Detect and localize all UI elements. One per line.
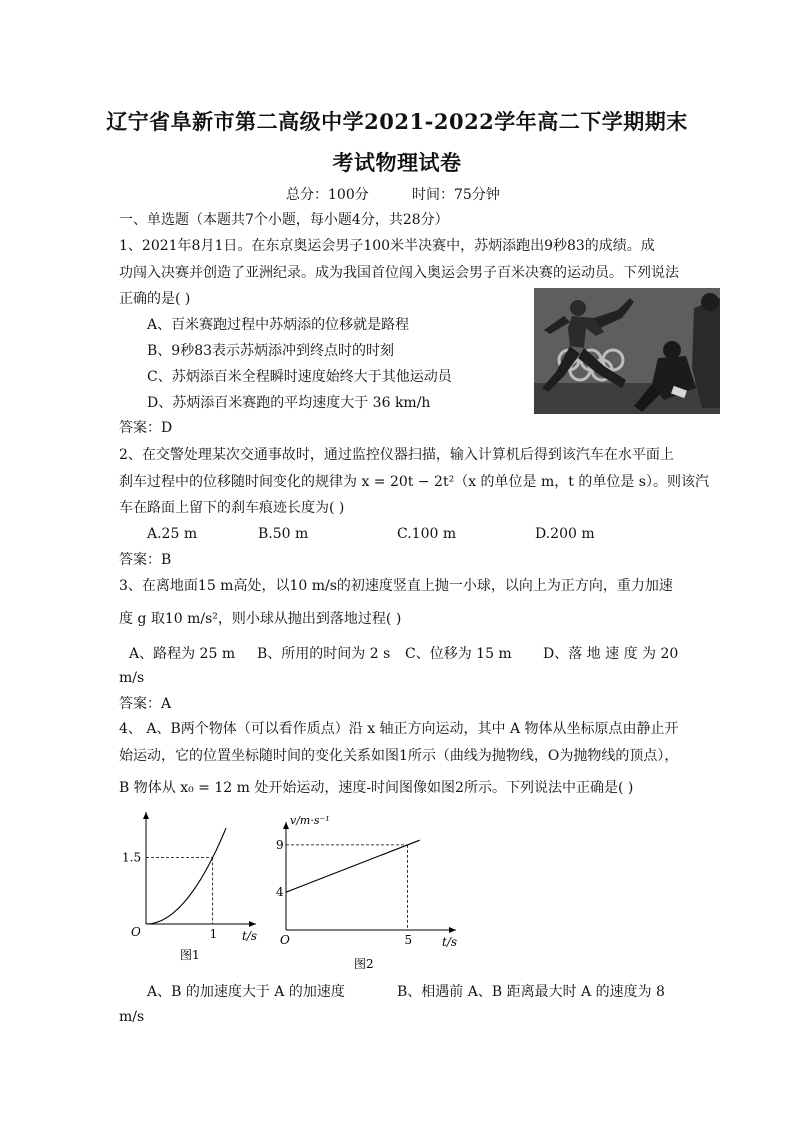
q4-stem-line3: B 物体从 x₀ = 12 m 处开始运动，速度-时间图像如图2所示。下列说法中正确是( ) — [119, 780, 634, 796]
sprinters-image-icon — [534, 288, 720, 414]
q2-option-b: B.50 m — [258, 526, 309, 542]
fig2-caption: 图2 — [354, 957, 374, 971]
q3-option-c: C、位移为 15 m — [405, 646, 512, 662]
fig2-x-axis-arrow — [449, 927, 456, 933]
q1-option-a: A、百米赛跑过程中苏炳添的位移就是路程 — [147, 317, 410, 333]
q3-option-d: D、落 地 速 度 为 20 — [543, 646, 679, 662]
fig2-velocity-line — [286, 840, 420, 892]
fig2-x-axis-label: t/s — [442, 935, 458, 949]
q3-option-a: A、路程为 25 m — [129, 646, 236, 662]
total-score: 总分：100分 — [286, 187, 369, 203]
q1-stem-line1: 1、2021年8月1日。在东京奥运会男子100米半决赛中，苏炳添跑出9秒83的成绩。成 — [119, 238, 655, 254]
q1-option-d: D、苏炳添百米赛跑的平均速度大于 36 km/h — [147, 395, 431, 411]
fig2-x-tick-label: 5 — [404, 933, 413, 947]
exam-title-line2: 考试物理试卷 — [332, 150, 462, 175]
q1-stem-line3: 正确的是( ) — [119, 291, 191, 307]
exam-title-line1: 辽宁省阜新市第二高级中学2021-2022学年高二下学期期末 — [106, 109, 688, 134]
fig2-y-tick-label-4: 4 — [276, 885, 284, 900]
figure-1-position-time-graph — [112, 806, 282, 966]
fig1-y-axis-arrow — [143, 812, 149, 819]
q1-option-c: C、苏炳添百米全程瞬时速度始终大于其他运动员 — [147, 369, 452, 385]
q3-option-b: B、所用的时间为 2 s — [257, 646, 391, 662]
fig1-x-tick-label: 1 — [209, 927, 218, 941]
fig2-y-axis-arrow — [283, 822, 289, 829]
q2-stem-line3: 车在路面上留下的刹车痕迹长度为( ) — [119, 500, 345, 516]
q3-stem-line2: 度 g 取10 m/s²，则小球从抛出到落地过程( ) — [119, 611, 402, 627]
fig1-caption: 图1 — [180, 948, 200, 962]
q1-option-b: B、9秒83表示苏炳添冲到终点时的时刻 — [147, 343, 395, 359]
q3-option-d-unit: m/s — [119, 670, 145, 686]
q2-option-d: D.200 m — [535, 526, 595, 542]
q1-stem-line2: 功闯入决赛并创造了亚洲纪录。成为我国首位闯入奥运会男子百米决赛的运动员。下列说法 — [119, 265, 679, 281]
fig1-origin-label: O — [131, 925, 141, 939]
fig1-x-axis-label: t/s — [242, 929, 258, 943]
q4-stem-line1: 4、 A、B两个物体（可以看作质点）沿 x 轴正方向运动，其中 A 物体从坐标原点由静止开 — [119, 721, 679, 737]
figure-2-velocity-time-graph — [270, 810, 470, 975]
fig1-parabola-curve — [146, 828, 226, 924]
q2-option-c: C.100 m — [397, 526, 457, 542]
sprint-race-photo — [534, 288, 720, 414]
exam-time: 时间：75分钟 — [412, 187, 500, 203]
q2-answer: 答案：B — [119, 552, 172, 568]
q2-option-a: A.25 m — [147, 526, 198, 542]
fig2-y-tick-label-9: 9 — [276, 837, 284, 852]
fig1-x-axis-arrow — [249, 921, 256, 927]
q2-stem-line2: 刹车过程中的位移随时间变化的规律为 x = 20t − 2t²（x 的单位是 m，t 的单位是 s）。则该汽 — [119, 474, 709, 490]
q4-option-b: B、相遇前 A、B 距离最大时 A 的速度为 8 — [397, 984, 665, 1000]
q4-stem-line2: 始运动，它的位置坐标随时间的变化关系如图1所示（曲线为抛物线，O为抛物线的顶点）， — [119, 748, 679, 764]
fig2-origin-label: O — [280, 933, 290, 947]
q2-stem-line1: 2、在交警处理某次交通事故时，通过监控仪器扫描，输入计算机后得到该汽车在水平面上 — [119, 447, 674, 463]
q1-answer: 答案：D — [119, 420, 173, 436]
q4-option-b-unit: m/s — [119, 1009, 145, 1025]
fig2-y-axis-label: v/m·s⁻¹ — [290, 814, 330, 827]
section-heading: 一、单选题（本题共7个小题，每小题4分，共28分） — [119, 212, 449, 228]
fig1-y-tick-label: 1.5 — [122, 850, 142, 865]
q3-answer: 答案：A — [119, 696, 172, 712]
q4-option-a: A、B 的加速度大于 A 的加速度 — [147, 984, 345, 1000]
q3-stem-line1: 3、在离地面15 m高处，以10 m/s的初速度竖直上抛一小球，以向上为正方向，重力加速 — [119, 578, 673, 594]
